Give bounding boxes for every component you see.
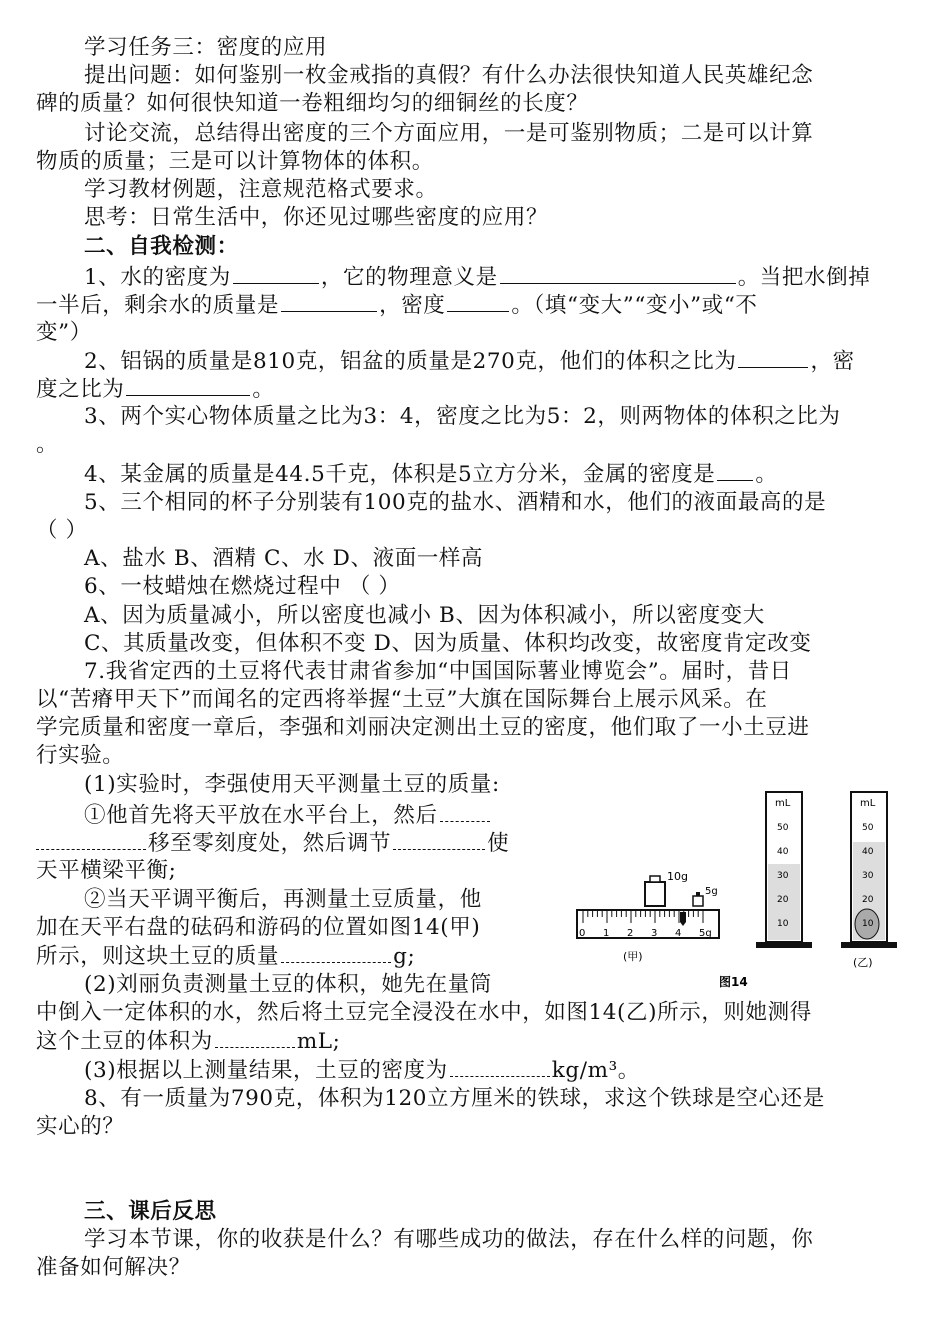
- tick-label: 3: [651, 928, 658, 939]
- question-7-part-1: (1)实验时，李强使用天平测量土豆的质量:: [84, 772, 500, 797]
- question-7-step-1-cont: 天平横梁平衡;: [36, 858, 177, 883]
- question-7-step-2: ②当天平调平衡后，再测量土豆质量，他: [84, 887, 482, 912]
- svg-text:40: 40: [862, 847, 874, 857]
- balance-scale-figure: [577, 870, 719, 963]
- question-8-cont: 实心的？: [36, 1114, 125, 1139]
- study-line: 学习教材例题，注意规范格式要求。: [84, 177, 438, 202]
- svg-text:mL: mL: [775, 798, 791, 809]
- weight-10g: [645, 882, 665, 906]
- cylinder-right: [841, 792, 897, 969]
- question-1-cont: 一半后，剩余水的质量是 ，密度 。（填“变大”“变小”或“不: [36, 293, 758, 318]
- weight-5g: [693, 896, 703, 906]
- svg-text:50: 50: [862, 823, 874, 833]
- weight-5g-label: 5g: [705, 886, 718, 897]
- svg-text:20: 20: [862, 895, 874, 905]
- question-7-cont: 以“苦瘠甲天下”而闻名的定西将举握“土豆”大旗在国际舞台上展示风采。在: [36, 687, 768, 712]
- question-7-step-2-cont: 所示，则这块土豆的质量 g;: [36, 944, 416, 969]
- question-7-part-2: (2)刘丽负责测量土豆的体积，她先在量筒: [84, 972, 492, 997]
- question-7-part-3: (3)根据以上测量结果，土豆的密度为 kg/m³。: [84, 1058, 640, 1083]
- answer-blank[interactable]: [738, 347, 808, 368]
- svg-text:10: 10: [777, 919, 789, 929]
- question-6-options: C、其质量改变，但体积不变 D、因为质量、体积均改变，故密度肯定改变: [84, 631, 812, 656]
- question-6: 6、一枝蜡烛在燃烧过程中 （ ）: [84, 574, 401, 599]
- answer-blank[interactable]: [215, 1027, 295, 1048]
- svg-text:40: 40: [777, 847, 789, 857]
- question-2-cont: 度之比为 。: [36, 377, 275, 402]
- question-7-part-2-cont: 中倒入一定体积的水，然后将土豆完全浸没在水中，如图14(乙)所示，则她测得: [36, 1000, 812, 1025]
- question-line: 提出问题：如何鉴别一枚金戒指的真假？有什么办法很快知道人民英雄纪念: [84, 63, 814, 88]
- discussion-line: 讨论交流，总结得出密度的三个方面应用，一是可鉴别物质；二是可以计算: [84, 121, 814, 146]
- tick-label: 5g: [699, 928, 712, 939]
- tick-label: 4: [675, 928, 682, 939]
- question-8: 8、有一质量为790克，体积为120立方厘米的铁球，求这个铁球是空心还是: [84, 1086, 825, 1111]
- question-7-step-2-cont: 加在天平右盘的砝码和游码的位置如图14(甲): [36, 915, 481, 940]
- tick-label: 0: [579, 928, 586, 939]
- question-1-cont: 变”）: [36, 320, 92, 345]
- answer-blank[interactable]: [393, 829, 485, 850]
- answer-blank[interactable]: [500, 263, 736, 284]
- question-1: 1、水的密度为 ，它的物理意义是 。当把水倒掉: [84, 265, 871, 290]
- question-7-part-2-cont: 这个土豆的体积为 mL;: [36, 1029, 341, 1054]
- discussion-line: 物质的质量；三是可以计算物体的体积。: [36, 149, 434, 174]
- question-5-options: A、盐水 B、酒精 C、水 D、液面一样高: [84, 546, 484, 571]
- reflection-line: 学习本节课，你的收获是什么？有哪些成功的做法，存在什么样的问题，你: [84, 1227, 814, 1252]
- svg-text:50: 50: [777, 823, 789, 833]
- cylinder-left: [756, 792, 812, 948]
- svg-text:20: 20: [777, 895, 789, 905]
- question-6-options: A、因为质量减小，所以密度也减小 B、因为体积减小，所以密度变大: [84, 603, 765, 628]
- question-line: 碑的质量？如何很快知道一卷粗细均匀的细铜丝的长度？: [36, 91, 589, 116]
- answer-blank[interactable]: [281, 942, 391, 963]
- tick-label: 2: [627, 928, 634, 939]
- section-heading-reflection: 三、课后反思: [84, 1199, 217, 1224]
- answer-blank[interactable]: [281, 291, 377, 312]
- question-4: 4、某金属的质量是44.5千克，体积是5立方分米，金属的密度是 。: [84, 462, 778, 487]
- weight-10g-label: 10g: [667, 870, 688, 883]
- answer-blank[interactable]: [233, 263, 319, 284]
- answer-blank[interactable]: [450, 1056, 550, 1077]
- svg-text:30: 30: [862, 871, 874, 881]
- answer-blank[interactable]: [440, 801, 490, 822]
- svg-text:10: 10: [862, 919, 874, 929]
- answer-blank[interactable]: [126, 375, 250, 396]
- answer-blank[interactable]: [36, 829, 146, 850]
- svg-text:30: 30: [777, 871, 789, 881]
- question-7-step-1-cont: 移至零刻度处，然后调节 使: [36, 829, 920, 858]
- svg-text:mL: mL: [860, 798, 876, 809]
- think-line: 思考：日常生活中，你还见过哪些密度的应用？: [84, 205, 549, 230]
- label-yi: (乙): [853, 956, 873, 969]
- answer-blank[interactable]: [447, 291, 509, 312]
- question-7-step-1: ①他首先将天平放在水平台上，然后: [84, 801, 920, 830]
- question-5-bracket: （ ）: [36, 518, 88, 543]
- question-3: 3、两个实心物体质量之比为3：4，密度之比为5：2，则两物体的体积之比为: [84, 404, 841, 429]
- question-7: 7.我省定西的土豆将代表甘肃省参加“中国国际薯业博览会”。届时，昔日: [84, 659, 792, 684]
- label-jia: (甲): [623, 950, 643, 963]
- task-heading: 学习任务三：密度的应用: [84, 35, 328, 60]
- question-2: 2、铝锅的质量是810克，铝盆的质量是270克，他们的体积之比为 ，密: [84, 349, 855, 374]
- figure-14: [573, 784, 920, 1000]
- answer-blank[interactable]: [717, 460, 753, 481]
- question-7-cont: 行实验。: [36, 743, 125, 768]
- reflection-line: 准备如何解决？: [36, 1255, 191, 1280]
- figure-caption: 图14: [719, 975, 748, 989]
- question-3-cont: 。: [36, 432, 59, 457]
- section-heading-self-test: 二、自我检测：: [84, 234, 239, 259]
- tick-label: 1: [603, 928, 610, 939]
- question-5: 5、三个相同的杯子分别装有100克的盐水、酒精和水，他们的液面最高的是: [84, 490, 827, 515]
- question-7-cont: 学完质量和密度一章后，李强和刘丽决定测出土豆的密度，他们取了一小土豆进: [36, 715, 810, 740]
